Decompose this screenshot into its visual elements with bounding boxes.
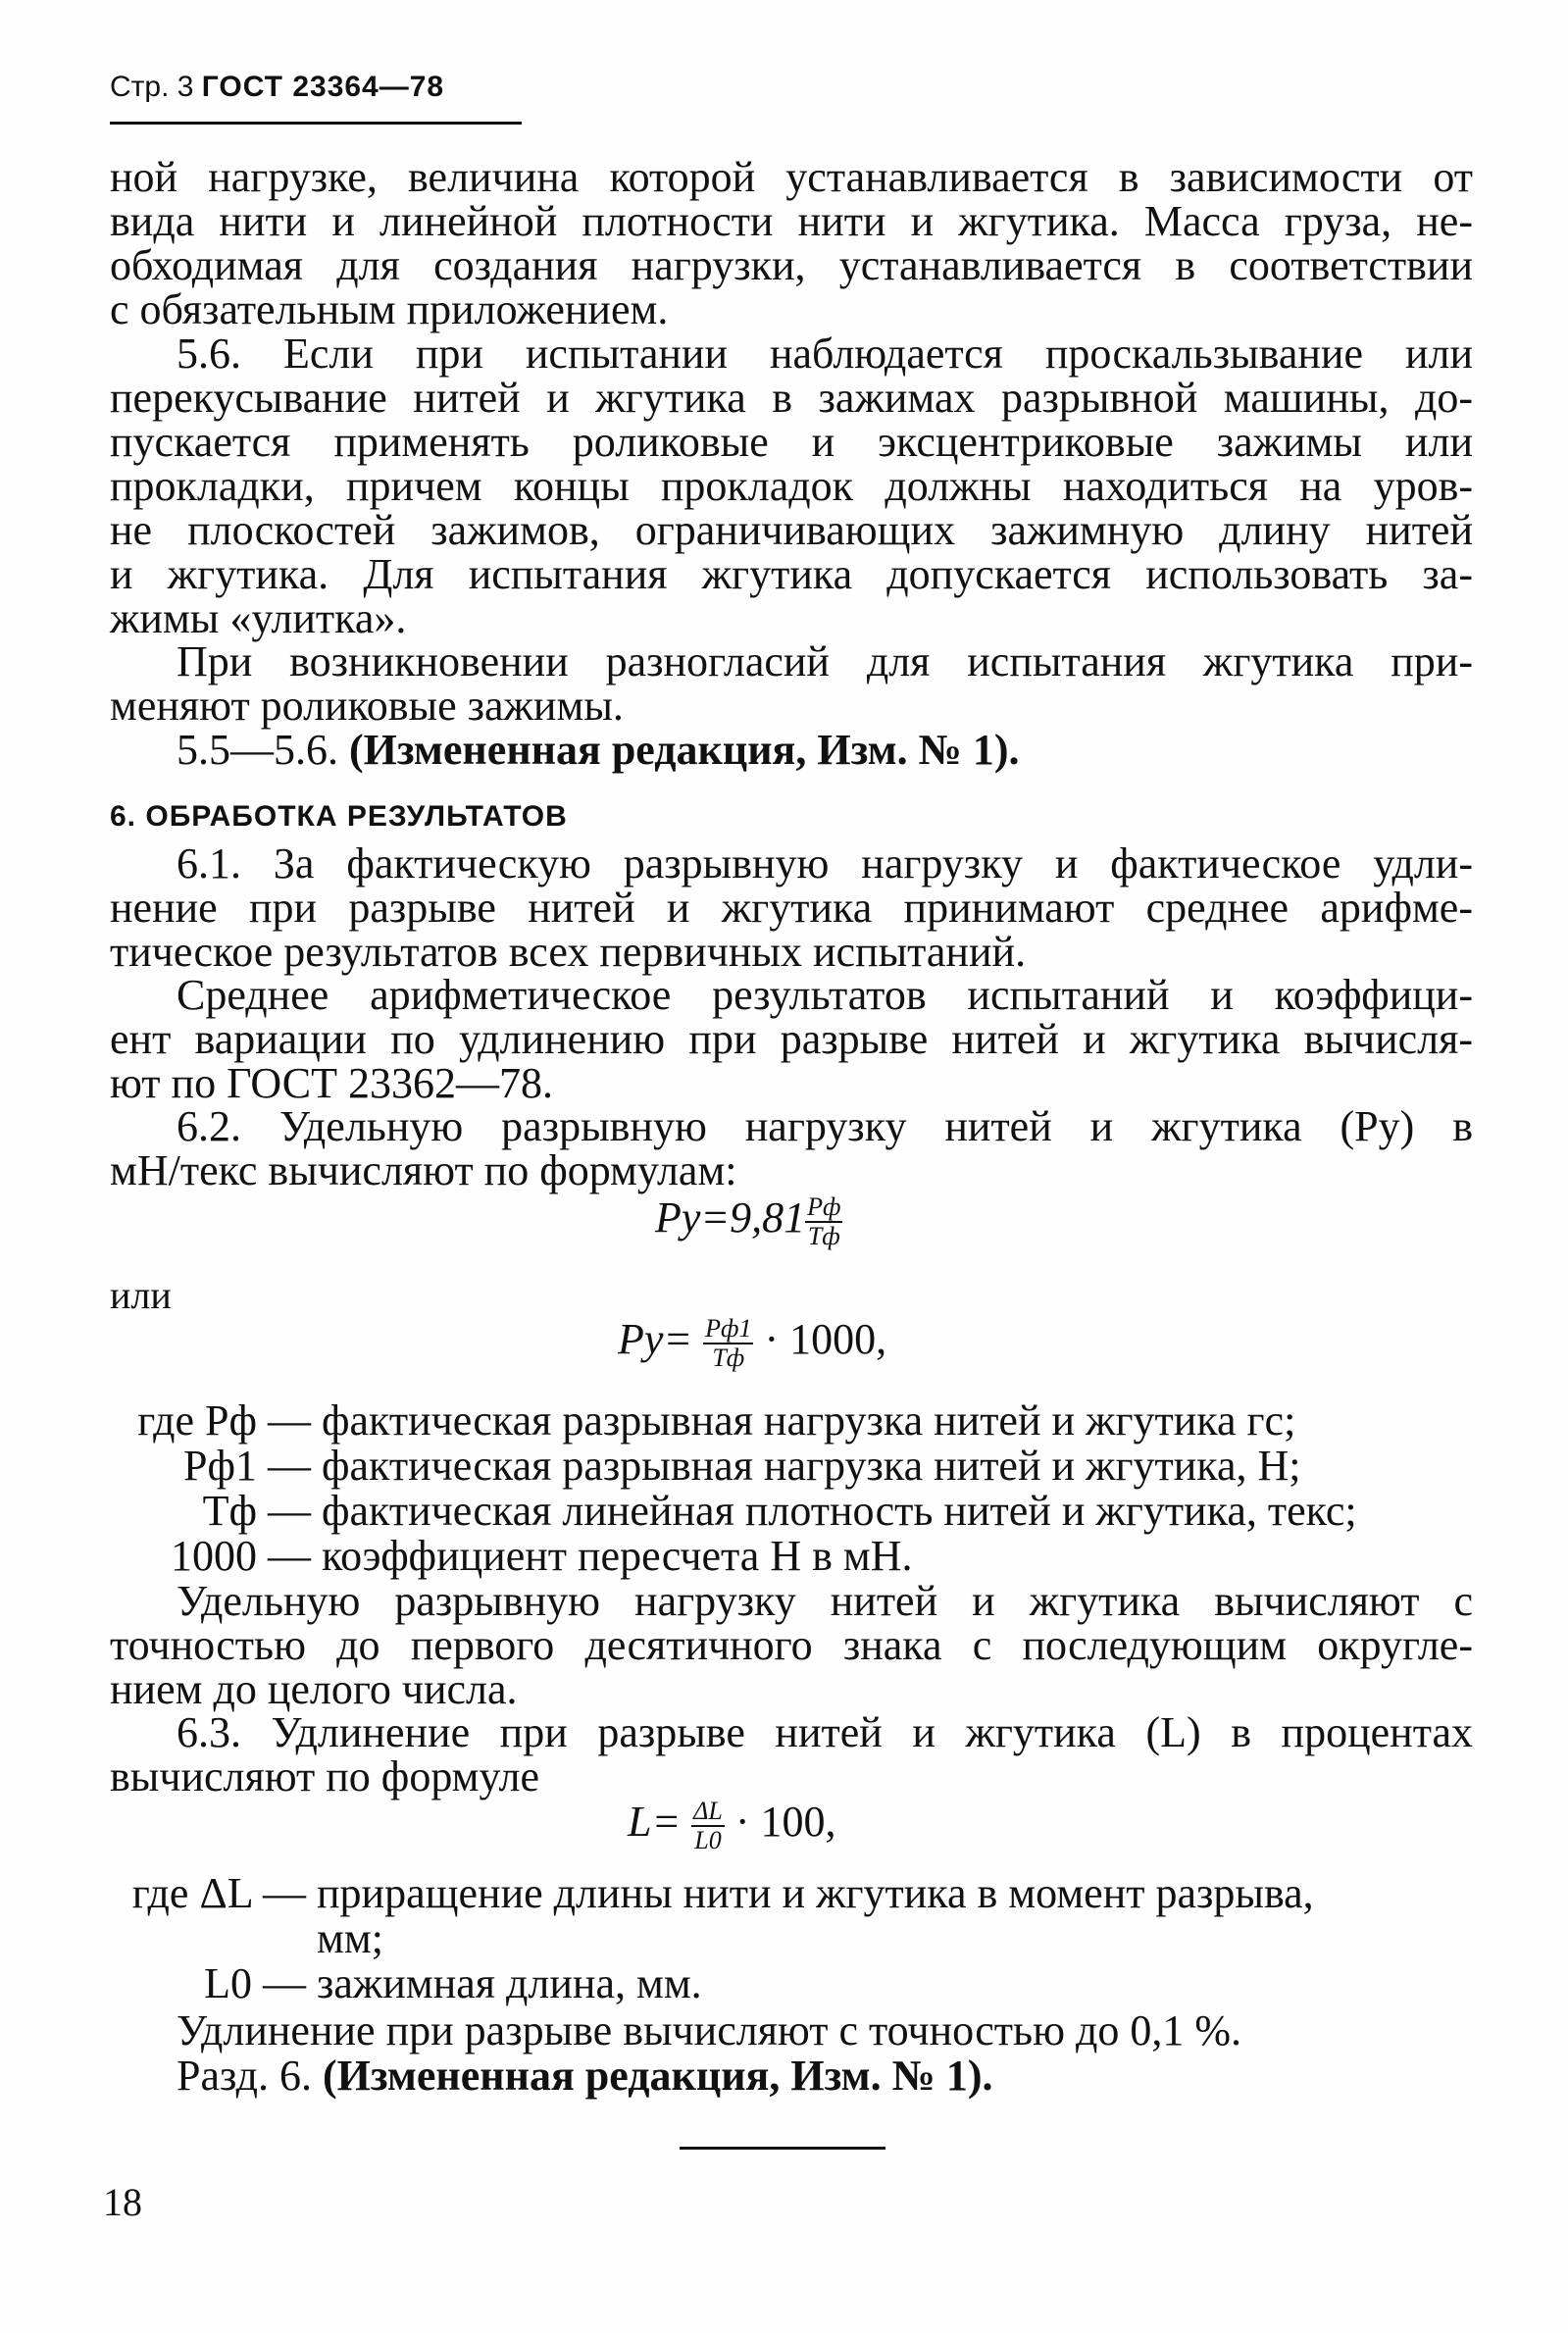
paragraph-5-6: 5.6. Если при испытании наблюдается проскальзывание или перекусывание нитей и жгутика в зажимах разрывной машины, до- пускается применять роликовые и эксцентриковые зажимы или прокладки, причем концы прокладок должны находиться на уров- не плоскостей зажимов, ограничивающих зажимную длину нитей и жгутика. Для испытания жгутика допускается использовать за- жимы «улитка». [110,330,1473,642]
definition-row: Tф — фактическая линейная плотность нитей и жгутика, текс; [202,1487,1357,1535]
page-header [110,71,444,104]
footer-rule [680,2147,885,2150]
paragraph-load: ной нагрузке, величина которой устанавливается в зависимости от вида нити и линейной плотности нити и жгутика. Масса груза, не- обходимая для создания нагрузки, устанавливается в соответствии с обязательным приложением. [110,153,1473,333]
paragraph-disagreement: При возникновении разногласий для испытания жгутика при- меняют роликовые зажимы. [110,637,1473,730]
paragraph-precision: Удлинение при разрыве вычисляют с точностью до 0,1 %. [177,2006,1241,2054]
definitions-list-2 [110,1871,1314,2006]
edit-note-6: Разд. 6. (Измененная редакция, Изм. № 1). [177,2052,993,2100]
definition-row: Pф1 — фактическая разрывная нагрузка нитей и жгутика, Н; [183,1442,1301,1490]
header-prefix: Стр. 3 [110,71,194,103]
page-number: 18 [103,2180,142,2224]
definitions-list-1 [110,1398,1357,1579]
definition-row: где Pф — фактическая разрывная нагрузка нитей и жгутика гс; [137,1396,1296,1445]
edit-note-5: 5.5—5.6. (Измененная редакция, Изм. № 1). [177,726,1020,774]
section-6-heading: 6. ОБРАБОТКА РЕЗУЛЬТАТОВ [110,800,568,833]
formula-specific-load-1: Pу=9,81 $\frac{Pф}{Tф}$ [655,1192,841,1250]
definition-row: мм; [317,1914,383,1962]
or-word: или [110,1273,172,1317]
paragraph-6-3: 6.3. Удлинение при разрыве нитей и жгутика (L) в процентах вычисляют по формуле [110,1708,1473,1800]
paragraph-6-1: 6.1. За фактическую разрывную нагрузку и фактическое удли- нение при разрыве нитей и жгутика принимают среднее арифме- тическое результатов всех первичных испытаний. [110,839,1473,976]
paragraph-mean: Среднее арифметическое результатов испытаний и коэффици- ент вариации по удлинению при разрыве нитей и жгутика вычисля- ют по ГОСТ 23362—78. [110,971,1473,1107]
formula-specific-load-2: Pу= $\frac{Pф1}{Tф}$ · 1000, [618,1313,887,1372]
definition-row: где ΔL — приращение длины нити и жгутика в момент разрыва, [131,1869,1314,1917]
formula-elongation: L= $\frac{\Delta L}{L0}$ · 100, [628,1796,836,1854]
paragraph-rounding: Удельную разрывную нагрузку нитей и жгутика вычисляют с точностью до первого десятичного знака с последующим округле- нием до целого числа. [110,1577,1473,1713]
paragraph-6-2: 6.2. Удельную разрывную нагрузку нитей и жгутика (Pу) в мН/текс вычисляют по формулам: [110,1102,1473,1194]
header-standard: ГОСТ 23364—78 [201,71,445,103]
header-rule [110,122,522,125]
definition-row: L0 — зажимная длина, мм. [204,1959,702,2007]
definition-row: 1000 — коэффициент пересчета Н в мН. [171,1532,913,1580]
